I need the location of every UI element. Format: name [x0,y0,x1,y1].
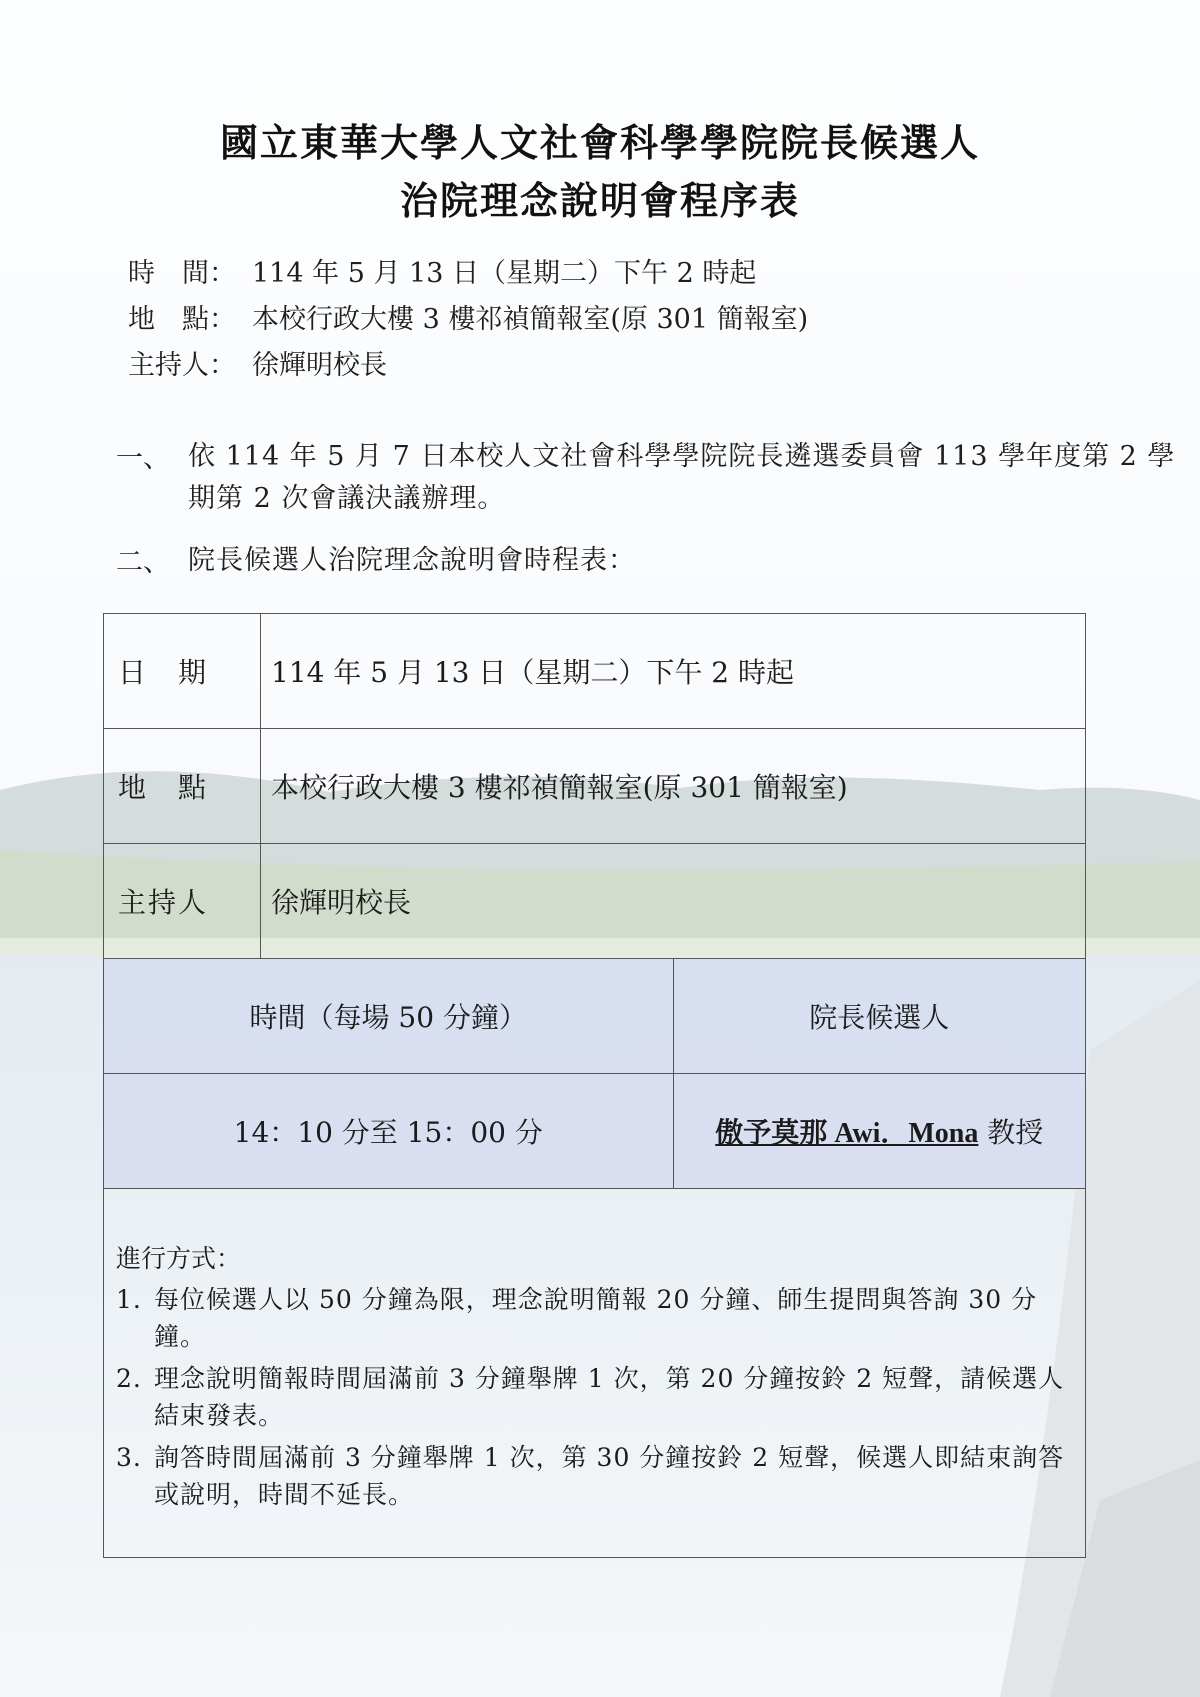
notes-heading: 進行方式： [116,1244,242,1273]
slot-time-cell: 14：10 分至 15：00 分 [104,1074,674,1189]
table-row [104,844,1086,959]
procedure-notes-cell [104,1189,1086,1558]
list-item-text: 依 114 年 5 月 7 日本校人文社會科學學院院長遴選委員會 113 學年度第 2 學期第 2 次會議決議辦理。 [188,441,1176,514]
table-row [104,729,1086,844]
schedule-table [103,613,1086,1558]
host-value-cell: 徐輝明校長 [261,844,1086,959]
note-number: 2. [116,1364,142,1393]
candidate-name: 傲予莫那 Awi．Mona [715,1118,979,1149]
info-place-label: 地 點： [128,304,236,335]
info-host [128,343,387,382]
info-host-value: 徐輝明校長 [252,350,387,381]
list-item-text: 院長候選人治院理念說明會時程表： [188,545,636,576]
table-row [104,1074,1086,1189]
note-text: 理念說明簡報時間屆滿前 3 分鐘舉牌 1 次，第 20 分鐘按鈴 2 短聲，請候選人結束發表。 [154,1364,1065,1430]
note-text: 詢答時間屆滿前 3 分鐘舉牌 1 次，第 30 分鐘按鈴 2 短聲，候選人即結束詢答或說明，時間不延長。 [154,1443,1065,1509]
date-label-cell: 日 期 [104,614,261,729]
info-place-value: 本校行政大樓 3 樓祁禎簡報室(原 301 簡報室) [252,304,809,335]
time-column-header: 時間（每場 50 分鐘） [104,959,674,1074]
candidate-title: 教授 [978,1116,1044,1149]
procedure-notes [116,1239,1076,1518]
date-value-cell: 114 年 5 月 13 日（星期二）下午 2 時起 [261,614,1086,729]
table-header-row [104,959,1086,1074]
note-item [116,1439,1076,1513]
table-row [104,1189,1086,1558]
place-value-cell: 本校行政大樓 3 樓祁禎簡報室(原 301 簡報室) [261,729,1086,844]
note-item [116,1360,1076,1434]
info-place [128,297,808,336]
place-label-cell: 地 點 [104,729,261,844]
candidate-cell [673,1074,1086,1189]
note-text: 每位候選人以 50 分鐘為限，理念說明簡報 20 分鐘、師生提問與答詢 30 分鐘。 [154,1285,1038,1351]
document-title-line2: 治院理念說明會程序表 [399,179,800,223]
host-label-cell: 主持人 [104,844,261,959]
note-number: 3. [116,1443,142,1472]
document-title-line1: 國立東華大學人文社會科學學院院長候選人 [219,121,980,165]
note-item [116,1281,1076,1355]
info-time-label: 時 間： [128,258,236,289]
info-host-label: 主持人： [128,350,236,381]
note-number: 1. [116,1285,142,1314]
info-time [128,251,756,290]
list-item-number: 二、 [116,547,170,578]
list-item-number: 一、 [116,443,170,474]
table-row [104,614,1086,729]
info-time-value: 114 年 5 月 13 日（星期二）下午 2 時起 [252,258,757,289]
candidate-column-header: 院長候選人 [673,959,1086,1074]
